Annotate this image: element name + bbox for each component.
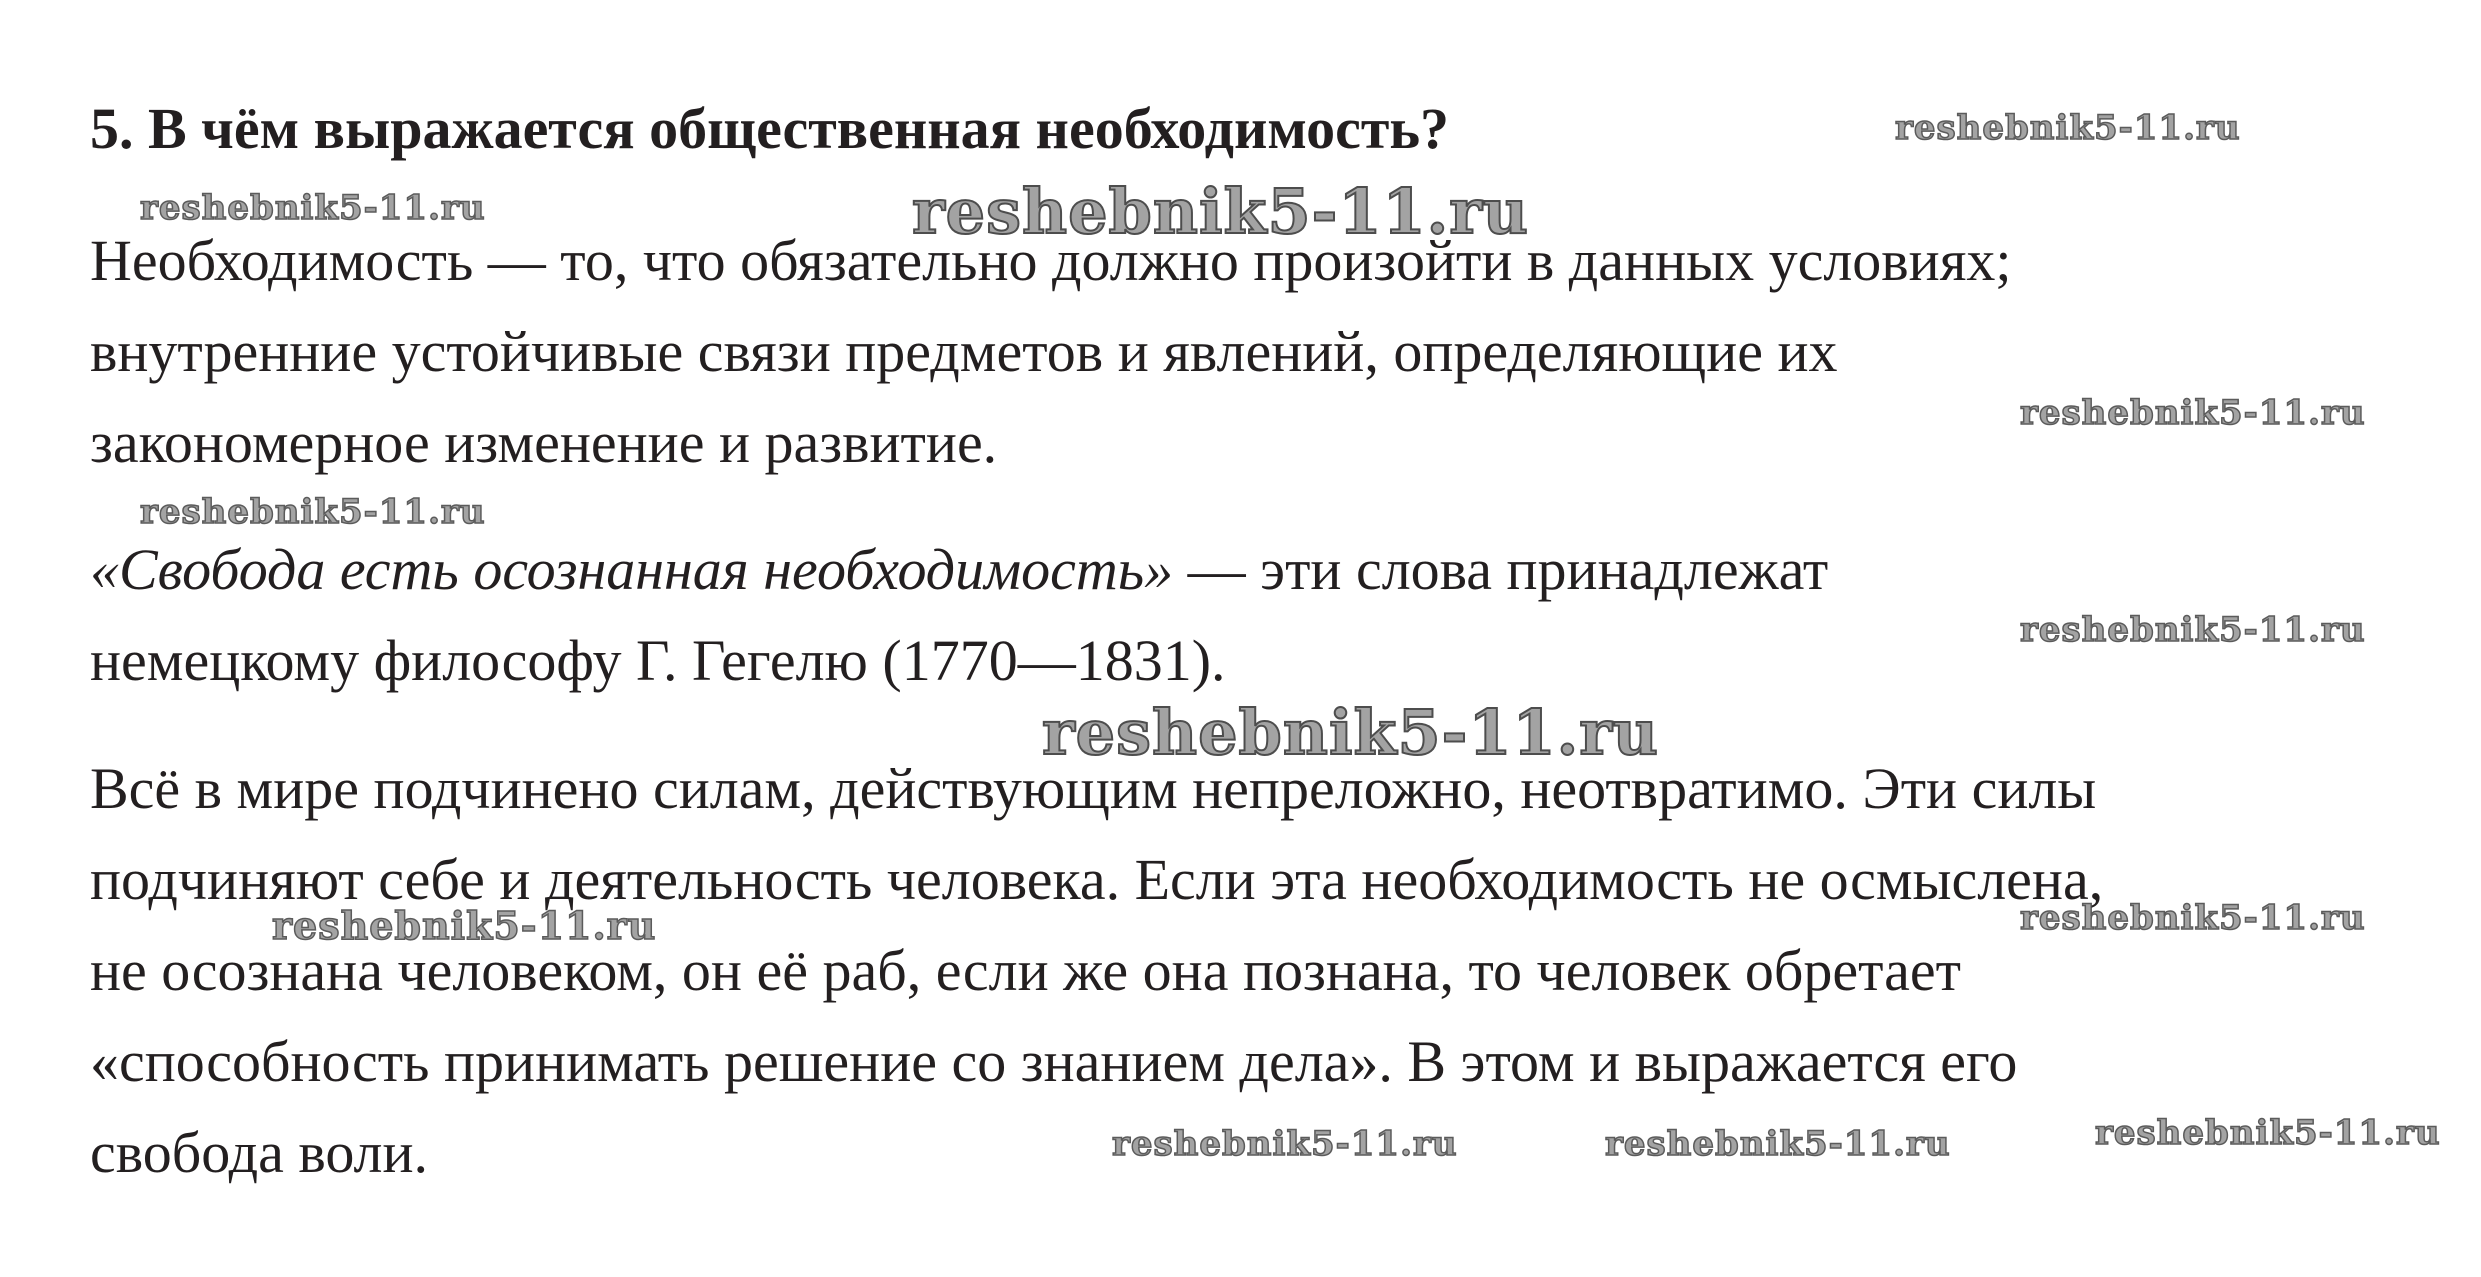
definition-paragraph — [90, 215, 2012, 488]
quote-line-1 — [90, 524, 1828, 615]
definition-line-3: закономерное изменение и развитие. — [90, 410, 998, 475]
question-heading: 5. В чём выражается общественная необходимость? — [90, 96, 1450, 161]
explanation-line-1: Всё в мире подчинено силам, действующим непреложно, неотвратимо. Эти силы — [90, 756, 2097, 821]
watermark: reshebnik5-11.ru — [1112, 1124, 1458, 1164]
definition-line-2: внутренние устойчивые связи предметов и явлений, определяющие их — [90, 319, 1838, 384]
explanation-line-3: не осознана человеком, он её раб, если же она познана, то человек обретает — [90, 938, 1962, 1003]
watermark: reshebnik5-11.ru — [2020, 898, 2366, 938]
watermark: reshebnik5-11.ru — [140, 492, 486, 532]
hegel-quote: «Свобода есть осознанная необходимость» — [90, 537, 1174, 602]
watermark: reshebnik5-11.ru — [1895, 108, 2241, 148]
definition-line-1: Необходимость — то, что обязательно должно произойти в данных условиях; — [90, 228, 2012, 293]
explanation-line-5: свобода воли. — [90, 1120, 429, 1185]
watermark: reshebnik5-11.ru — [1042, 696, 1659, 769]
quote-paragraph — [90, 524, 1828, 706]
watermark: reshebnik5-11.ru — [2020, 610, 2366, 650]
explanation-line-2: подчиняют себе и деятельность человека. Если эта необходимость не осмыслена, — [90, 847, 2104, 912]
watermark: reshebnik5-11.ru — [2095, 1113, 2441, 1153]
watermark: reshebnik5-11.ru — [1605, 1124, 1951, 1164]
watermark: reshebnik5-11.ru — [272, 903, 657, 948]
watermark: reshebnik5-11.ru — [140, 188, 486, 228]
quote-line-2: немецкому философу Г. Гегелю (1770—1831). — [90, 628, 1226, 693]
watermark: reshebnik5-11.ru — [912, 175, 1529, 248]
quote-line-1-rest: — эти слова принадлежат — [1173, 537, 1829, 602]
explanation-line-4: «способность принимать решение со знанием дела». В этом и выражается его — [90, 1029, 2018, 1094]
watermark: reshebnik5-11.ru — [2020, 393, 2366, 433]
